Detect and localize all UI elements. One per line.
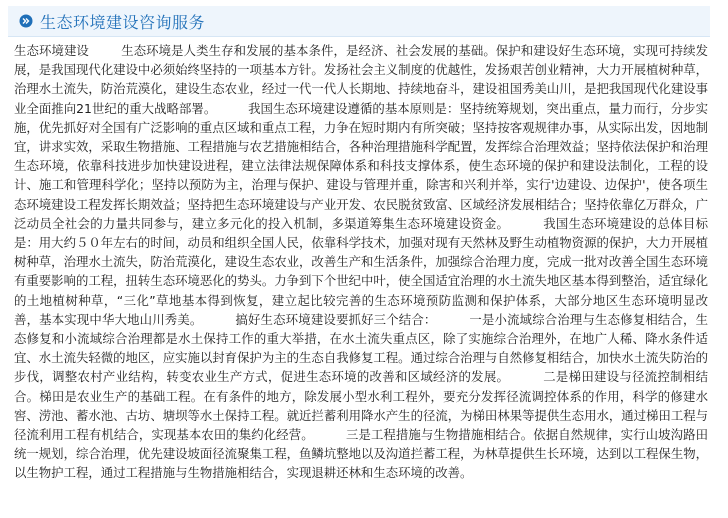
page-title: 生态环境建设咨询服务 <box>40 12 206 32</box>
article-body: 生态环境建设 生态环境是人类生存和发展的基本条件，是经济、社会发展的基础。保护和建设好生态环境，实现可持续发展，是我国现代化建设中必须始终坚持的一项基本方针。发扬社会主义制度的优越性，发扬艰苦创业精神，大力开展植树种草，治理水土流失，防治荒漠化，建设生态农业，经过一代一代人长期地、持续地奋斗，建设祖国秀美山川，是把我国现代化建设事业全面推向21世纪的重大战略部署。 我国生态环境建设遵循的基本原则是：坚持统筹规划，突出重点，量力而行，分步实施，优先抓好对全国有广泛影响的重点区域和重点工程，力争在短时期内有所突破；坚持按客观规律办事，从实际出发，因地制宜，讲求实效，采取生物措施、工程措施与农艺措施相结合，各种治理措施科学配置，发挥综合治理效益；坚持依法保护和治理生态环境，依靠科技进步加快建设进程，建立法律法规保障体系和科技支撑体系，使生态环境的保护和建设法制化，工程的设计、施工和管理科学化；坚持以预防为主，治理与保护、建设与管理并重，除害和兴利并举，实行'边建设、边保护'，使各项生态环境建设工程发挥长期效益；坚持把生态环境建设与产业开发、农民脱贫致富、区域经济发展相结合；坚持依靠亿万群众，广泛动员全社会的力量共同参与，建立多元化的投入机制，多渠道筹集生态环境建设资金。 我国生态环境建设的总体目标是：用大约５０年左右的时间，动员和组织全国人民，依靠科学技术，加强对现有天然林及野生动植物资源的保护，大力开展植树种草，治理水土流失，防治荒漠化，建设生态农业，改善生产和生活条件，加强综合治理力度，完成一批对改善全国生态环境有重要影响的工程，扭转生态环境恶化的势头。力争到下个世纪中叶，使全国适宜治理的水土流失地区基本得到整治，适宜绿化的土地植树种草，“三化”草地基本得到恢复，建立起比较完善的生态环境预防监测和保护体系，大部分地区生态环境明显改善，基本实现中华大地山川秀美。 搞好生态环境建设要抓好三个结合： 一是小流域综合治理与生态修复相结合，生态修复和小流域综合治理都是水土保持工作的重大举措，在水土流失重点区，除了实施综合治理外，在地广人稀、降水条件适宜、水土流失轻微的地区，应实施以封育保护为主的生态自我修复工程。通过综合治理与自然修复相结合，加快水土流失防治的步伐，调整农村产业结构，转变农业生产方式，促进生态环境的改善和区域经济的发展。 二是梯田建设与径流控制相结合。梯田是农业生产的基础工程。在有条件的地方，除发展小型水利工程外，要充分发挥径流调控体系的作用，科学的修建水窖、涝池、蓄水池、古坊、塘坝等水土保持工程。就近拦蓄利用降水产生的径流，为梯田林果等提供生态用水，通过梯田工程与径流利用工程有机结合，实现基本农田的集约化经营。 三是工程措施与生物措施相结合。依据自然规律，实行山坡沟路田统一规划，综合治理，优先建设坡面径流聚集工程，鱼鳞坑整地以及沟道拦蓄工程，为林草提供生长环境，达到以工程保生物，以生物护工程，通过工程措施与生物措施相结合，实现退耕还林和生态环境的改善。 <box>14 43 708 481</box>
section-header <box>8 6 710 37</box>
double-chevron-right-icon <box>18 13 34 29</box>
